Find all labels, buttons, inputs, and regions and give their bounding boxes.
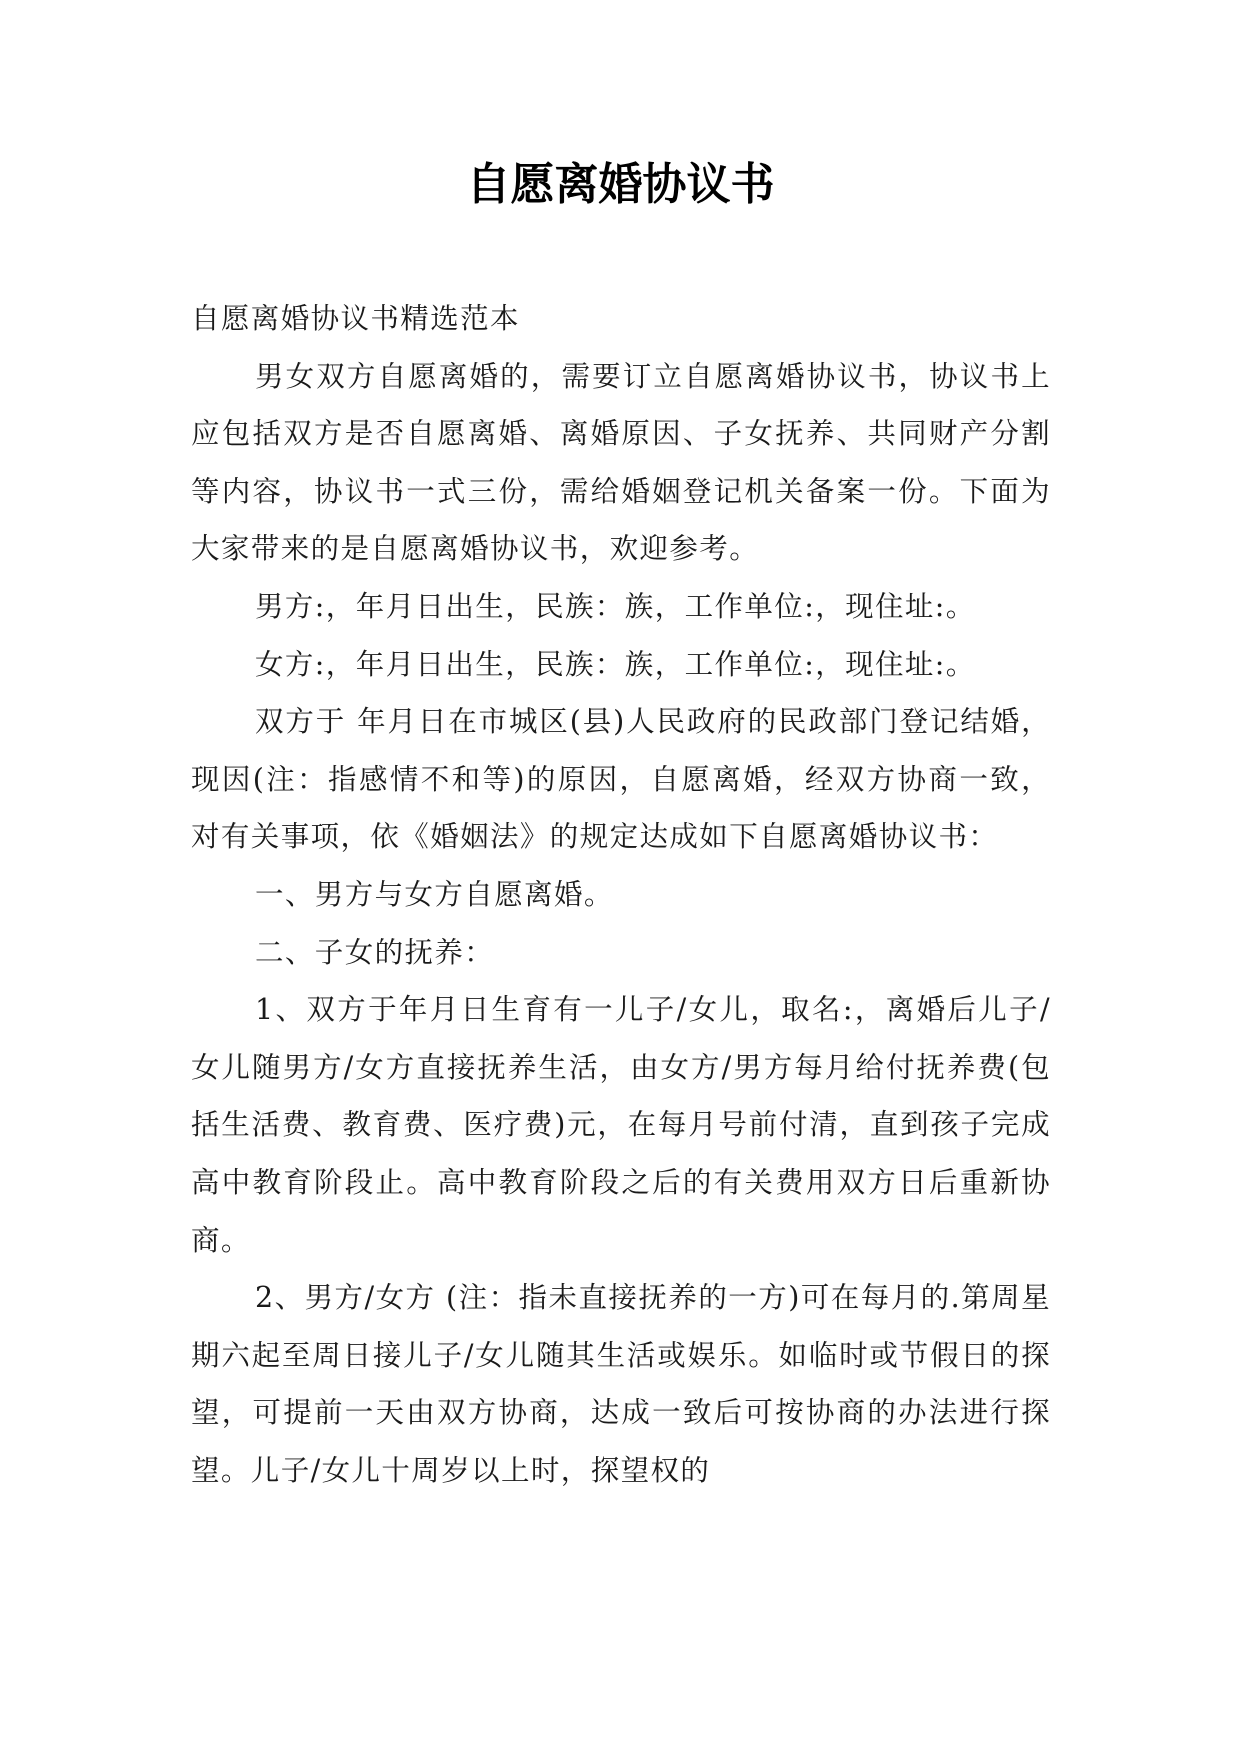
marriage-registration-paragraph: 双方于 年月日在市城区(县)人民政府的民政部门登记结婚，现因(注：指感情不和等)的原因，自愿离婚，经双方协商一致，对有关事项，依《婚姻法》的规定达成如下自愿离婚协议书：: [191, 705, 1051, 854]
clause-1: 一、男方与女方自愿离婚。: [255, 877, 614, 911]
clause-2-item-2: 2、男方/女方 (注：指未直接抚养的一方)可在每月的.第周星期六起至周日接儿子/女儿随其生活或娱乐。如临时或节假日的探望，可提前一天由双方协商，达成一致后可按协商的办法进行探望。儿子/女儿十周岁以上时，探望权的: [191, 1281, 1051, 1487]
clause-2-heading: 二、子女的抚养：: [255, 935, 495, 969]
document-title: 自愿离婚协议书: [466, 159, 775, 210]
document-body: [191, 290, 1051, 1499]
intro-paragraph: 男女双方自愿离婚的，需要订立自愿离婚协议书，协议书上应包括双方是否自愿离婚、离婚原因、子女抚养、共同财产分割等内容，协议书一式三份，需给婚姻登记机关备案一份。下面为大家带来的是自愿离婚协议书，欢迎参考。: [191, 359, 1051, 566]
document-subtitle: 自愿离婚协议书精选范本: [191, 302, 520, 335]
female-party-line: 女方:，年月日出生，民族：族，工作单位:，现住址:。: [255, 647, 976, 681]
clause-2-item-1: 1、双方于年月日生育有一儿子/女儿，取名:，离婚后儿子/女儿随男方/女方直接抚养生活，由女方/男方每月给付抚养费(包括生活费、教育费、医疗费)元，在每月号前付清，直到孩子完成高中教育阶段止。高中教育阶段之后的有关费用双方日后重新协商。: [191, 993, 1051, 1257]
male-party-line: 男方:，年月日出生，民族：族，工作单位:，现住址:。: [255, 589, 976, 623]
